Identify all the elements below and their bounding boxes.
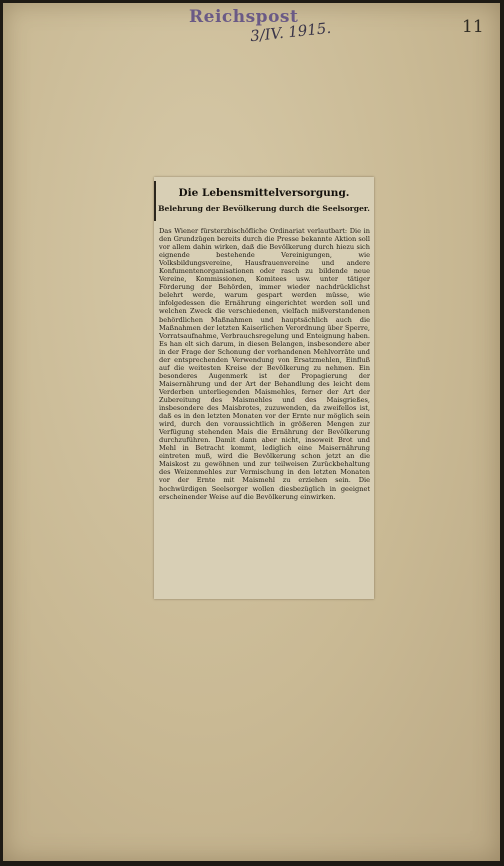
newspaper-clipping — [154, 177, 374, 599]
handwritten-date: 3/IV. 1915. — [249, 18, 332, 46]
page-number: 11 — [462, 17, 484, 37]
article-headline: Die Lebensmittelversorgung. — [178, 187, 350, 199]
article-subheadline: Belehrung der Bevölkerung durch die Seelsorger. — [158, 204, 370, 213]
archive-sheet — [3, 3, 500, 861]
newspaper-stamp: Reichspost — [189, 7, 299, 27]
article-body: Das Wiener fürsterzbischöfliche Ordinariat verlautbart: Die in den Grundzügen bereits durch die Presse bekannte Aktion soll vor allem dahin wirken, daß die Bevölkerung durch hiezu sich eignende bestehende Vereinigungen, wie Volksbildungsvereine, Hausfrauenvereine und andere Konfumentenorganisationen oder rasch zu bildende neue Vereine, Kommissionen, Komitees usw. unter tätiger Förderung der Behörden, immer wieder nachdrücklichst belehrt werde, warum gespart werden müsse, wie infolgedessen die Ernährung eingerichtet werden soll und welchen Zweck die verschiedenen, vielfach mißverstandenen behördlichen Maßnahmen und hauptsächlich auch die Maßnahmen der letzten Kaiserlichen Verordnung über Sperre, Vorratsaufnahme, Verbrauchsregelung und Enteignung haben. Es han elt sich darum, in diesen Belangen, insbesondere aber in der Frage der Schonung der vorhandenen Mehlvorräte und der entsprechenden Verwendung von Ersatzmehlen, Einfluß auf die weitesten Kreise der Bevölkerung zu nehmen. Ein besonderes Augenmerk ist der Propagierung der Maisernährung und der Art der Behandlung des leicht dem Verderben unterliegenden Maismehles, ferner der Art der Zubereitung des Maismehles und des Maisgrießes, insbesondere des Maisbrotes, zuzuwenden, da zweifellos ist, daß es in den letzten Monaten vor der Ernte nur möglich sein wird, durch den voraussichtlich in größeren Mengen zur Verfügung stehenden Mais die Ernährung der Bevölkerung durchzuführen. Damit dann aber nicht, insoweit Brot und Mehl in Betracht kommt, lediglich eine Maisernährung eintreten muß, wird die Bevölkerung schon jetzt an die Maiskost zu gewöhnen und zur teilweisen Zurückbehaltung des Weizenmehles zur Vermischung in den letzten Monaten vor der Ernte mit Maismehl zu erziehen sein. Die hochwürdigen Seelsorger wollen diesbezüglich in geeignet erscheinender Weise auf die Bevölkerung einwirken. — [159, 227, 370, 501]
